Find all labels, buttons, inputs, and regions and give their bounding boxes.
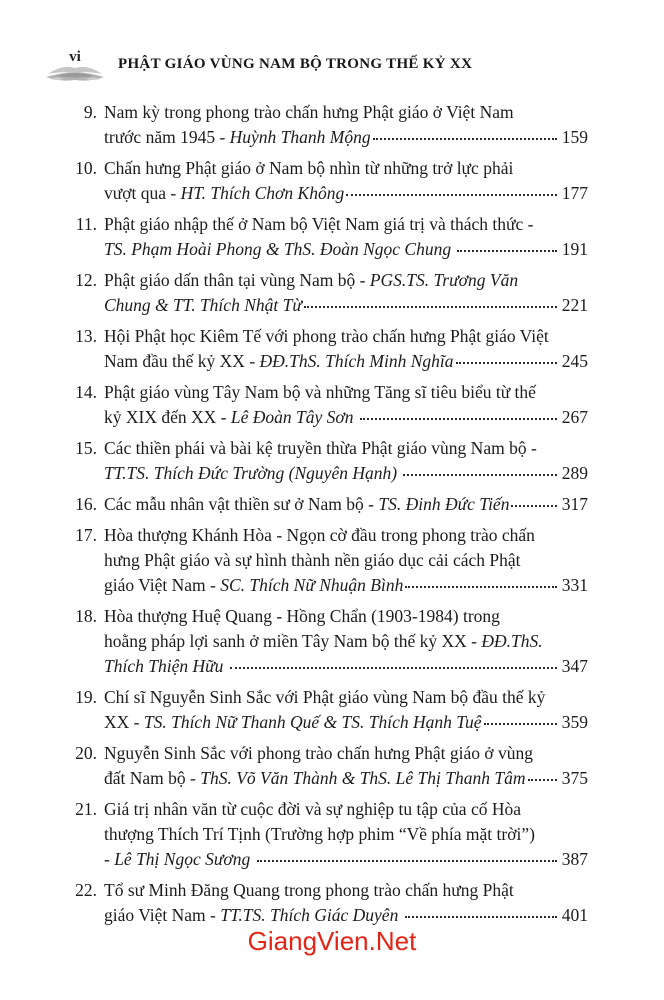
dot-leader xyxy=(484,723,557,725)
entry-line xyxy=(104,685,588,710)
author-name: ĐĐ.ThS. xyxy=(481,631,543,651)
entry-title-text: Hòa thượng Khánh Hòa - Ngọn cờ đầu trong phong trào chấn xyxy=(104,525,535,545)
toc-entry xyxy=(75,212,588,262)
entry-title-text: Hội Phật học Kiêm Tế với phong trào chấn hưng Phật giáo Việt xyxy=(104,326,549,346)
page-number: 267 xyxy=(561,407,588,427)
page-number: 375 xyxy=(561,768,588,788)
entry-title-text: vượt qua - xyxy=(104,183,181,203)
entry-line xyxy=(104,654,588,679)
entry-title-text: hoằng pháp lợi sanh ở miền Tây Nam bộ thế kỷ XX - xyxy=(104,631,482,651)
author-name: TS. Đinh Đức Tiến xyxy=(378,494,510,514)
entry-number: 16. xyxy=(75,494,97,514)
entry-title-text: - xyxy=(104,849,115,869)
toc-entry xyxy=(83,100,588,150)
entry-title-text: Tổ sư Minh Đăng Quang trong phong trào chấn hưng Phật xyxy=(104,880,514,900)
entry-number: 15. xyxy=(75,438,97,458)
entry-line xyxy=(104,349,588,374)
entry-title-text: Giá trị nhân văn từ cuộc đời và sự nghiệp tu tập của cố Hòa xyxy=(104,799,521,819)
entry-line xyxy=(104,629,588,654)
entry-lines xyxy=(104,380,588,430)
entry-line xyxy=(104,212,588,237)
entry-line xyxy=(104,461,588,486)
dot-leader xyxy=(230,667,557,669)
entry-title-text: Nam đầu thế kỷ XX - xyxy=(104,351,260,371)
page-number: 289 xyxy=(561,463,588,483)
entry-line xyxy=(104,268,588,293)
entry-line xyxy=(104,903,588,928)
entry-title-text: Nam kỳ trong phong trào chấn hưng Phật giáo ở Việt Nam xyxy=(104,102,514,122)
entry-title-text: Chí sĩ Nguyễn Sinh Sắc với Phật giáo vùng Nam bộ đầu thế kỷ xyxy=(104,687,546,707)
dot-leader xyxy=(456,362,557,364)
author-name: Huỳnh Thanh Mộng xyxy=(229,127,371,147)
toc-entry xyxy=(75,380,588,430)
entry-number: 9. xyxy=(83,102,97,122)
author-name: TS. Thích Nữ Thanh Quế & TS. Thích Hạnh Tuệ xyxy=(143,712,482,732)
page-number: 191 xyxy=(561,239,588,259)
author-name: TT.TS. Thích Đức Trường (Nguyên Hạnh) xyxy=(104,463,402,483)
entry-number: 18. xyxy=(75,606,97,626)
entry-number: 17. xyxy=(75,525,97,545)
entry-number: 10. xyxy=(75,158,97,178)
entry-title-text: Phật giáo nhập thế ở Nam bộ Việt Nam giá trị và thách thức - xyxy=(104,214,534,234)
entry-number: 19. xyxy=(75,687,97,707)
entry-lines xyxy=(104,685,588,735)
entry-title-text: đất Nam bộ - xyxy=(104,768,201,788)
page-number: 221 xyxy=(561,295,588,315)
entry-line xyxy=(104,548,588,573)
toc-entry xyxy=(75,878,588,928)
entry-title-text: Các mẫu nhân vật thiền sư ở Nam bộ - xyxy=(104,494,379,514)
entry-title-text: trước năm 1945 - xyxy=(104,127,230,147)
dot-leader xyxy=(405,586,556,588)
entry-title-text: giáo Việt Nam - xyxy=(104,575,221,595)
toc-entry xyxy=(75,156,588,206)
author-name: TS. Phạm Hoài Phong & ThS. Đoàn Ngọc Chung xyxy=(104,239,456,259)
entry-line xyxy=(104,181,588,206)
running-header xyxy=(44,46,624,82)
entry-lines xyxy=(104,741,588,791)
author-name: HT. Thích Chơn Không xyxy=(180,183,345,203)
entry-line xyxy=(104,380,588,405)
entry-title-text: kỷ XIX đến XX - xyxy=(104,407,231,427)
page-number: 245 xyxy=(561,351,588,371)
entry-title-text: thượng Thích Trí Tịnh (Trường hợp phim “Về phía mặt trời”) xyxy=(104,824,535,844)
dot-leader xyxy=(457,250,556,252)
entry-lines xyxy=(104,797,588,872)
entry-line xyxy=(104,405,588,430)
author-name: TT.TS. Thích Giác Duyên xyxy=(220,905,403,925)
toc-entry xyxy=(75,685,588,735)
entry-line xyxy=(104,156,588,181)
entry-line xyxy=(104,324,588,349)
author-name: Lê Thị Ngọc Sương xyxy=(114,849,255,869)
page-number: 359 xyxy=(561,712,588,732)
author-name: PGS.TS. Trương Văn xyxy=(369,270,519,290)
entry-line xyxy=(104,436,588,461)
author-name: SC. Thích Nữ Nhuận Bình xyxy=(220,575,404,595)
entry-lines xyxy=(104,268,588,318)
entry-number: 14. xyxy=(75,382,97,402)
entry-lines xyxy=(104,492,588,517)
entry-title-text: Hòa thượng Huệ Quang - Hồng Chẩn (1903-1984) trong xyxy=(104,606,500,626)
entry-line xyxy=(104,822,588,847)
entry-line xyxy=(104,237,588,262)
entry-number: 12. xyxy=(75,270,97,290)
entry-title-text: hưng Phật giáo và sự hình thành nền giáo dục cải cách Phật xyxy=(104,550,521,570)
entry-title-text: XX - xyxy=(104,712,144,732)
dot-leader xyxy=(346,194,557,196)
entry-line xyxy=(104,492,588,517)
author-name: Lê Đoàn Tây Sơn xyxy=(230,407,358,427)
running-header-title: PHẬT GIÁO VÙNG NAM BỘ TRONG THẾ KỶ XX xyxy=(118,55,473,72)
entry-title-text: Nguyễn Sinh Sắc với phong trào chấn hưng Phật giáo ở vùng xyxy=(104,743,533,763)
entry-lines xyxy=(104,156,588,206)
page-number: 177 xyxy=(561,183,588,203)
entry-lines xyxy=(104,100,588,150)
entry-lines xyxy=(104,604,588,679)
entry-lines xyxy=(104,212,588,262)
page-number: 401 xyxy=(561,905,588,925)
watermark-text: GiangVien.Net xyxy=(247,926,417,956)
toc-entry xyxy=(75,741,588,791)
dot-leader xyxy=(528,779,557,781)
author-name: Chung & TT. Thích Nhật Từ xyxy=(104,295,302,315)
entry-line xyxy=(104,125,588,150)
entry-line xyxy=(104,523,588,548)
entry-lines xyxy=(104,436,588,486)
toc-entry xyxy=(75,797,588,872)
entry-line xyxy=(104,573,588,598)
entry-number: 21. xyxy=(75,799,97,819)
dot-leader xyxy=(373,138,557,140)
page-number: 331 xyxy=(561,575,588,595)
entry-line xyxy=(104,766,588,791)
dot-leader xyxy=(405,916,557,918)
dot-leader xyxy=(304,306,557,308)
page-number: 387 xyxy=(561,849,588,869)
entry-number: 22. xyxy=(75,880,97,900)
entry-title-text: Phật giáo vùng Tây Nam bộ và những Tăng sĩ tiêu biểu từ thế xyxy=(104,382,536,402)
toc-entry xyxy=(75,436,588,486)
toc-entry xyxy=(75,523,588,598)
entry-line xyxy=(104,293,588,318)
entry-number: 20. xyxy=(75,743,97,763)
entry-line xyxy=(104,847,588,872)
entry-line xyxy=(104,797,588,822)
toc-entry xyxy=(75,268,588,318)
entry-title-text: giáo Việt Nam - xyxy=(104,905,221,925)
dot-leader xyxy=(403,474,556,476)
toc-list xyxy=(0,100,664,934)
entry-title-text: Chấn hưng Phật giáo ở Nam bộ nhìn từ những trở lực phải xyxy=(104,158,514,178)
author-name: ThS. Võ Văn Thành & ThS. Lê Thị Thanh Tâm xyxy=(200,768,526,788)
page-number-ornament xyxy=(44,46,106,82)
dot-leader xyxy=(257,860,557,862)
entry-lines xyxy=(104,324,588,374)
toc-entry xyxy=(75,492,588,517)
page-number-label: vi xyxy=(69,49,81,65)
author-name: Thích Thiện Hữu xyxy=(104,656,228,676)
page-number: 317 xyxy=(561,494,588,514)
page-number: 159 xyxy=(561,127,588,147)
entry-title-text: Các thiền phái và bài kệ truyền thừa Phật giáo vùng Nam bộ - xyxy=(104,438,537,458)
page-number: 347 xyxy=(561,656,588,676)
dot-leader xyxy=(360,418,557,420)
entry-number: 13. xyxy=(75,326,97,346)
entry-lines xyxy=(104,878,588,928)
dot-leader xyxy=(511,505,556,507)
author-name: ĐĐ.ThS. Thích Minh Nghĩa xyxy=(259,351,454,371)
toc-entry xyxy=(75,324,588,374)
entry-number: 11. xyxy=(75,214,97,234)
entry-line xyxy=(104,100,588,125)
entry-line xyxy=(104,710,588,735)
toc-entry xyxy=(75,604,588,679)
entry-line xyxy=(104,741,588,766)
entry-lines xyxy=(104,523,588,598)
entry-line xyxy=(104,604,588,629)
entry-title-text: Phật giáo dấn thân tại vùng Nam bộ - xyxy=(104,270,370,290)
entry-line xyxy=(104,878,588,903)
